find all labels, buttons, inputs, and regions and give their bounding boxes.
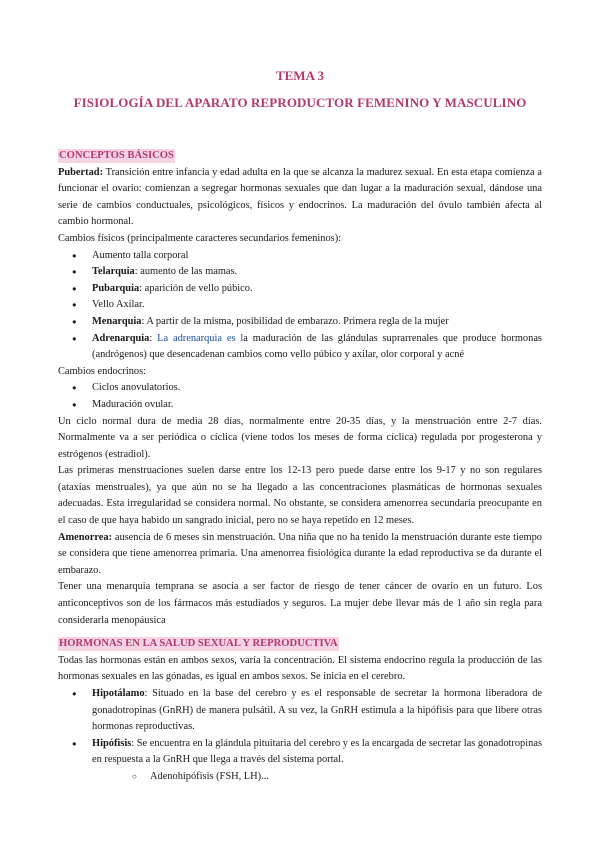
endocrinos-intro: Cambios endocrinos:	[58, 365, 147, 377]
paragraph-primeras-menstruaciones: Las primeras menstruaciones suelen darse entre los 12-13 pero puede darse entre los 9-17 y no son regulares (ataxias menstruales), ya que aún no se ha llegado a las concentraciones plasmáticas de hormonas sexuales adecuadas. Esta irregularidad se considera normal. No obstante, se considera amenorrea secundaria preocupante en el caso de que haya habido un sangrado inicial, pero no se haya repetido en 12 meses.	[58, 465, 542, 527]
list-item: ● Vello Axilar.	[58, 297, 542, 314]
adrenarquia-colon: :	[149, 332, 158, 344]
hipofisis-sublist	[92, 769, 542, 786]
list-item	[58, 314, 542, 331]
term-hipotalamo: Hipotálamo	[92, 688, 145, 699]
pubarquia-definition: : aparición de vello púbico.	[139, 282, 253, 294]
term-amenorrea: Amenorrea:	[58, 531, 113, 543]
page-title: FISIOLOGÍA DEL APARATO REPRODUCTOR FEMENINO Y MASCULINO	[73, 95, 527, 110]
list-item	[58, 686, 542, 736]
hipotalamo-definition: : Situado en la base del cerebro y es el responsable de secretar la hormona liberadora de gonadotropinas (GnRH) de manera pulsátil. A su vez, la GnRH estimula a la hipófisis para que libere otras hormonas reproductivas.	[92, 688, 542, 733]
term-menarquia: Menarquia	[92, 315, 142, 327]
term-pubertad: Pubertad:	[58, 166, 104, 178]
adrenarquia-definition: a maduración de las glándulas suprarrenales que produce hormonas (andrógenos) que desencadenan cambios como vello púbico y axilar, olor corporal y acné	[92, 332, 542, 361]
paragraph-hormonas-intro: Todas las hormonas están en ambos sexos, varía la concentración. El sistema endocrino regula la producción de las hormonas sexuales en las gónadas, es igual en ambos sexos. Se inicia en el cerebro.	[58, 654, 542, 683]
term-pubarquia: Pubarquia	[92, 282, 140, 294]
endocrinos-list	[58, 380, 542, 413]
paragraph-menarquia-temprana: Tener una menarquia temprana se asocia a ser factor de riesgo de tener cáncer de ovario en un futuro. Los anticonceptivos son de los fármacos más estudiados y seguros. La mujer debe llevar más de 1 año sin regla para considerarla menopáusica	[58, 581, 542, 626]
fisicos-intro: Cambios físicos (principalmente caracteres secundarios femeninos):	[58, 232, 342, 244]
list-item: ○ Adenohipófisis (FSH, LH)...	[92, 769, 542, 786]
hipofisis-definition: : Se encuentra en la glándula pituitaria del cerebro y es la encargada de secretar las gonadotropinas en respuesta a la GnRH que llega a través del sistema portal.	[92, 737, 542, 766]
list-item	[58, 736, 542, 786]
list-item: ● Ciclos anovulatorios.	[58, 380, 542, 397]
paragraph-amenorrea	[58, 530, 542, 580]
term-adrenarquia: Adrenarquia	[92, 332, 150, 344]
term-telarquia: Telarquia	[92, 266, 135, 278]
section-heading-hormonas: HORMONAS EN LA SALUD SEXUAL Y REPRODUCTIVA	[59, 638, 338, 650]
hormonas-list	[58, 686, 542, 786]
paragraph-pubertad	[58, 165, 542, 231]
section-spacer	[58, 629, 542, 636]
adrenarquia-link[interactable]: La adrenarquia es l	[157, 332, 244, 344]
pubertad-definition: Transición entre infancia y edad adulta en la que se alcanza la madurez sexual. En esta etapa comienza a funcionar el ovario: comienzan a segregar hormonas sexuales que dan lugar a la maduración sexual, dándose una serie de cambios conductuales, psicológicos, físicos y endocrinos. La maduración del óvulo también afecta al cambio hormonal.	[58, 166, 542, 228]
list-item: ● Aumento talla corporal	[58, 248, 542, 265]
list-item	[58, 281, 542, 298]
chapter-number: TEMA 3	[275, 68, 325, 83]
document-body	[58, 148, 542, 786]
telarquia-definition: : aumento de las mamas.	[134, 266, 238, 278]
fisicos-list	[58, 248, 542, 364]
list-item	[58, 331, 542, 364]
amenorrea-definition: ausencia de 6 meses sin menstruación. Una niña que no ha tenido la menstruación durante este tiempo se considera que tiene amenorrea primaria. Una amenorrea fisiológica durante la edad reproductiva se da durante el embarazo.	[58, 531, 542, 576]
section-heading-conceptos: CONCEPTOS BÁSICOS	[59, 150, 174, 161]
paragraph-ciclo: Un ciclo normal dura de media 28 días, normalmente entre 20-35 días, y la menstruación entre 2-7 días. Normalmente va a ser periódica o cíclica (viene todos los meses de forma cíclica) regulada por progesterona y estrógenos (estradiol).	[58, 415, 542, 460]
menarquia-definition: : A partir de la misma, posibilidad de embarazo. Primera regla de la mujer	[141, 315, 449, 327]
term-hipofisis: Hipófisis	[92, 737, 132, 749]
list-item: ● Maduración ovular.	[58, 397, 542, 414]
list-item	[58, 264, 542, 281]
